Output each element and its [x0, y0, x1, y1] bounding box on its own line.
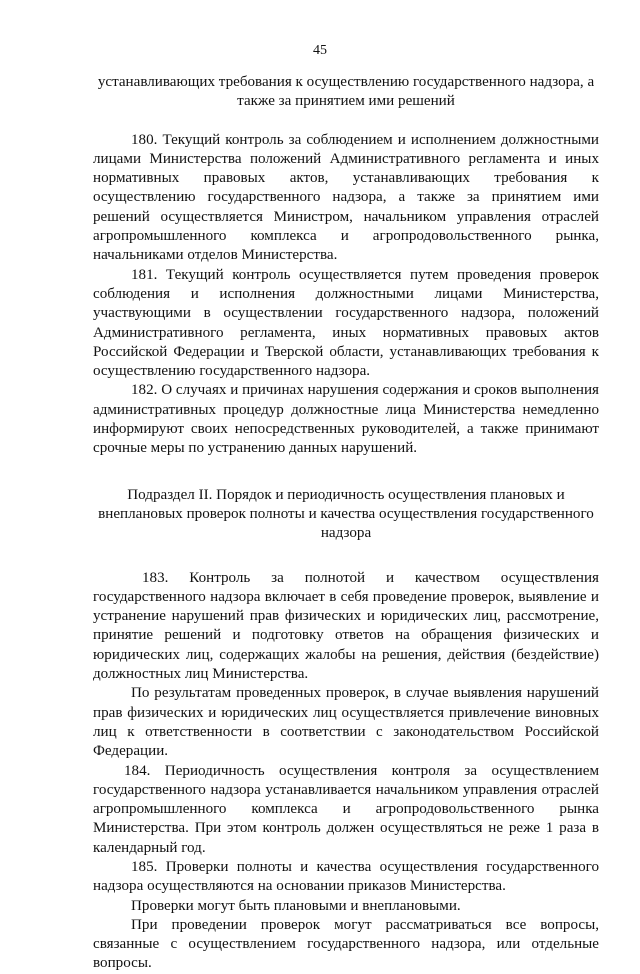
- document-body: [93, 73, 599, 974]
- paragraph-scope: При проведении проверок могут рассматриваться все вопросы, связанные с осуществлением государственного надзора, или отдельные вопросы.: [93, 916, 599, 972]
- paragraph-180: 180. Текущий контроль за соблюдением и исполнением должностными лицами Министерства положений Административного регламента и иных нормативных правовых актов, устанавливающих требования к осуществлению государственного надзора, а также за принятием ими решений осуществляется Министром, начальником управления отраслей агропромышленного комплекса и агропродовольственного рынка, начальниками отделов Министерства.: [93, 131, 599, 264]
- subsection-heading: Подраздел II. Порядок и периодичность осуществления плановых и внеплановых проверок полноты и качества осуществления государственного надзора: [98, 486, 594, 542]
- paragraph-185: 185. Проверки полноты и качества осуществления государственного надзора осуществляются на основании приказов Министерства.: [93, 858, 599, 895]
- paragraph-184: 184. Периодичность осуществления контроля за осуществлением государственного надзора устанавливается начальником управления отраслей агропромышленного комплекса и агропродовольственного рынка Министерства. При этом контроль должен осуществляться не реже 1 раза в календарный год.: [93, 762, 599, 856]
- paragraph-183: 183. Контроль за полнотой и качеством осуществления государственного надзора включает в себя проведение проверок, выявление и устранение нарушений прав физических и юридических лиц, рассмотрение, принятие решений и подготовку ответов на обращения физических и юридических лиц, содержащих жалобы на решения, действия (бездействие) должностных лиц Министерства.: [93, 569, 599, 683]
- paragraph-181: 181. Текущий контроль осуществляется путем проведения проверок соблюдения и исполнения должностными лицами Министерства, участвующими в осуществлении государственного надзора, положений Административного регламента, иных нормативных правовых актов Российской Федерации и Тверской области, устанавливающих требования к осуществлению государственного надзора.: [93, 266, 599, 380]
- page-number: 45: [313, 43, 327, 58]
- paragraph-182: 182. О случаях и причинах нарушения содержания и сроков выполнения административных процедур должностные лица Министерства немедленно информируют своих непосредственных руководителей, а также принимают срочные меры по устранению данных нарушений.: [93, 382, 599, 457]
- paragraph-results: По результатам проведенных проверок, в случае выявления нарушений прав физических и юридических лиц осуществляется привлечение виновных лиц к ответственности в соответствии с законодательством Российской Федерации.: [93, 685, 599, 760]
- paragraph-types: Проверки могут быть плановыми и внеплановыми.: [131, 897, 461, 914]
- continuation-text: устанавливающих требования к осуществлению государственного надзора, а также за принятием ими решений: [97, 74, 595, 110]
